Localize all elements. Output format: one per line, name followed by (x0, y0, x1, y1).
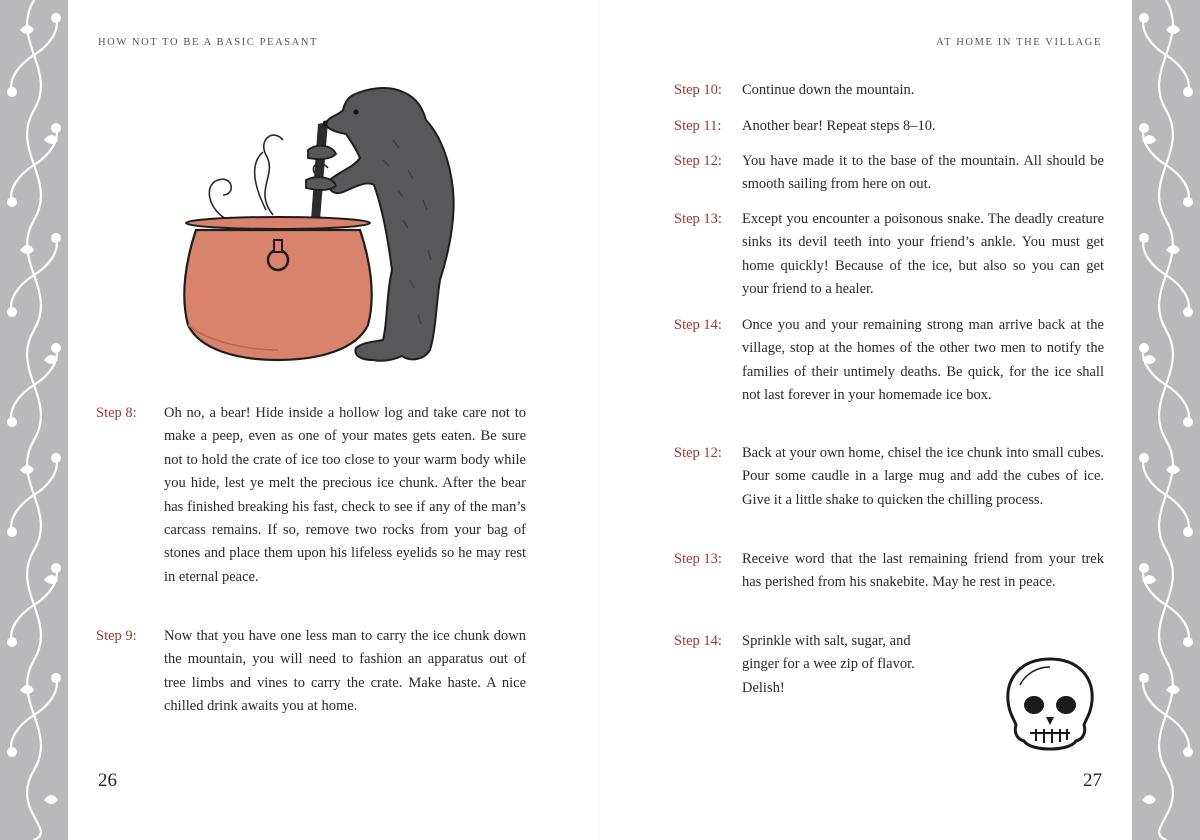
step-text: Once you and your remaining strong man arrive back at the village, stop at the homes of the other two men to notify the families of their untimely deaths. Be quick, for the ice shall not last forever in your homemade ice box. (742, 317, 1104, 404)
left-ornamental-border (0, 0, 68, 840)
step-label: Step 14: (674, 317, 722, 333)
step-text: Back at your own home, chisel the ice chunk into small cubes. Pour some caudle in a large mug and add the cubes of ice. Give it a little shake to quicken the chilling process. (742, 445, 1105, 508)
left-page (68, 0, 600, 840)
step-text: Oh no, a bear! Hide inside a hollow log and take care not to make a peep, even as one of your mates gets eaten. Be sure not to hold the crate of ice too close to your warm body while you hide, lest ye melt the precious ice chunk. After the bear has finished breaking his fast, check to see if any of the man’s carcass remains. If so, remove two rocks from your bag of stones and place them upon his lifeless eyelids so he may rest in eternal peace. (164, 405, 526, 585)
right-page (600, 0, 1132, 840)
page-number: 27 (1083, 770, 1102, 791)
floral-pattern-icon (1132, 0, 1200, 840)
step-14 (674, 314, 1104, 408)
step-label: Step 10: (674, 82, 722, 98)
bear-cauldron-illustration (178, 80, 478, 374)
step-14-second (674, 630, 944, 700)
step-label: Step 14: (674, 633, 722, 649)
step-label: Step 12: (674, 445, 722, 461)
step-text: Continue down the mountain. (742, 82, 915, 98)
bear-cauldron-icon (178, 80, 478, 370)
step-label: Step 13: (674, 551, 722, 567)
step-11 (674, 115, 1104, 138)
step-text: Sprinkle with salt, sugar, and ginger for a wee zip of flavor. Delish! (742, 633, 915, 696)
step-text: Except you encounter a poisonous snake. The deadly creature sinks its devil teeth into your friend’s ankle. You must get home quickly! Because of the ice, but also so you can get your friend to a healer. (742, 211, 1104, 298)
skull-icon (1000, 655, 1100, 751)
page-number: 26 (98, 770, 117, 791)
step-label: Step 12: (674, 153, 722, 169)
running-head: HOW NOT TO BE A BASIC PEASANT (98, 37, 319, 48)
right-ornamental-border (1132, 0, 1200, 840)
running-head: AT HOME IN THE VILLAGE (936, 37, 1102, 48)
step-text: Now that you have one less man to carry the ice chunk down the mountain, you will need to fashion an apparatus out of tree limbs and vines to carry the crate. Make haste. A nice chilled drink awaits you at home. (164, 628, 526, 715)
step-10 (674, 79, 1104, 102)
step-13 (674, 208, 1104, 302)
step-text: Receive word that the last remaining friend from your trek has perished from his snakebite. May he rest in peace. (742, 551, 1104, 591)
step-text: You have made it to the base of the mountain. All should be smooth sailing from here on out. (742, 153, 1104, 193)
step-label: Step 11: (674, 118, 722, 134)
step-8 (96, 402, 526, 589)
step-13-second (674, 548, 1104, 595)
skull-illustration (1000, 655, 1100, 755)
step-label: Step 9: (96, 628, 137, 644)
floral-pattern-icon (0, 0, 68, 840)
step-12 (674, 150, 1104, 197)
step-label: Step 8: (96, 405, 137, 421)
step-text: Another bear! Repeat steps 8–10. (742, 118, 936, 134)
step-12-second (674, 442, 1104, 512)
step-9 (96, 625, 526, 719)
step-label: Step 13: (674, 211, 722, 227)
